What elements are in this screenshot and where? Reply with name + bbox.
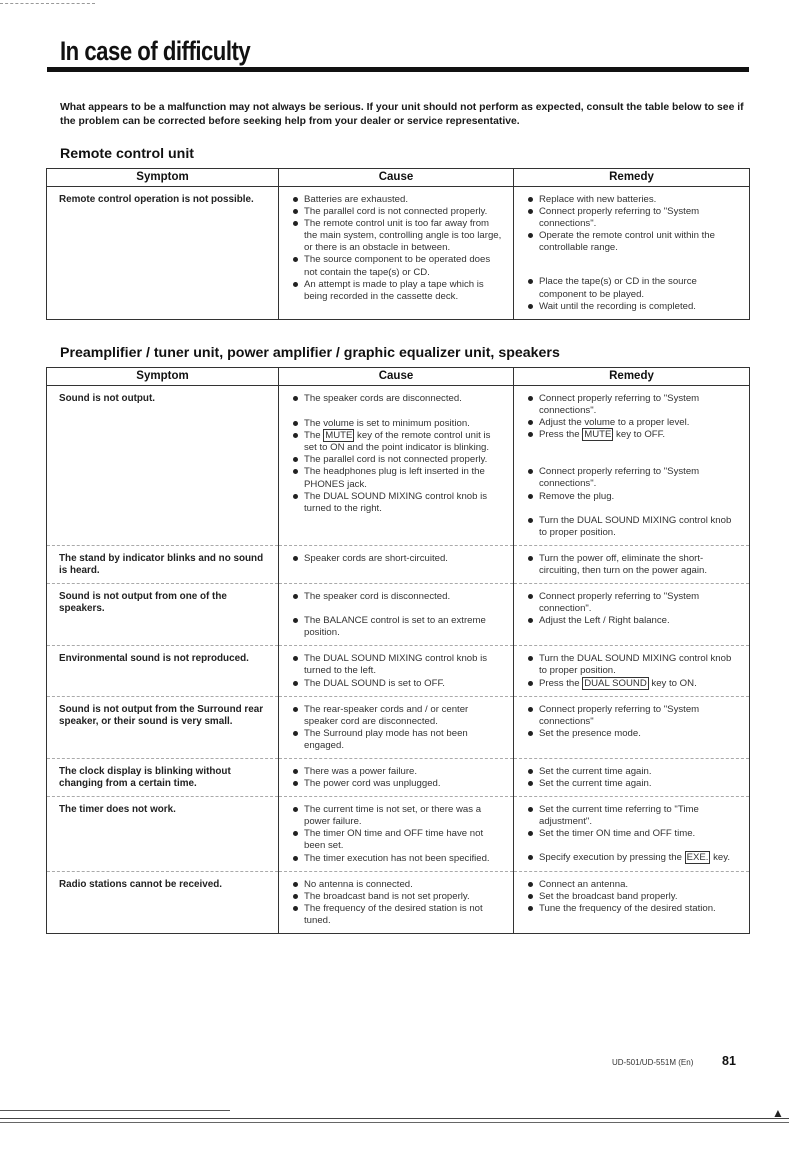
cause-item: The power cord was unplugged. <box>291 778 505 790</box>
remedy-text-before: Press the <box>539 429 583 441</box>
cause-item: The source component to be operated does not contain the tape(s) or CD. <box>291 254 505 278</box>
cause-item: There was a power failure. <box>291 766 505 778</box>
cause-item: The remote control unit is too far away from the main system, controlling angle is too large, or there is an obstacle in between. <box>291 218 505 254</box>
title-rule <box>47 67 749 72</box>
footer-rule <box>0 1118 789 1119</box>
remedy-item: Connect properly referring to "System connections". <box>526 206 741 230</box>
remedy-item: Connect properly referring to "System connections" <box>526 704 741 728</box>
cause-cell <box>279 584 514 646</box>
cause-item: The BALANCE control is set to an extreme position. <box>291 615 505 639</box>
column-header-symptom: Symptom <box>47 368 279 386</box>
cause-item: The parallel cord is not connected properly. <box>291 206 505 218</box>
symptom-cell <box>47 758 279 796</box>
cause-item: The speaker cords are disconnected. <box>291 393 505 405</box>
cause-item: The DUAL SOUND MIXING control knob is turned to the right. <box>291 491 505 515</box>
cause-cell <box>279 871 514 933</box>
symptom-cell <box>47 696 279 758</box>
remedy-item: Adjust the Left / Right balance. <box>526 615 741 627</box>
cause-item: The frequency of the desired station is not tuned. <box>291 903 505 927</box>
remedy-cell <box>514 646 750 696</box>
remedy-item: Wait until the recording is completed. <box>526 301 741 313</box>
remedy-item: Tune the frequency of the desired station. <box>526 903 741 915</box>
exe-key-label: EXE. <box>686 852 709 864</box>
cause-item: The timer execution has not been specified. <box>291 853 505 865</box>
column-header-cause: Cause <box>279 368 514 386</box>
footer-rule-short <box>0 1110 230 1111</box>
table-header-row <box>47 169 750 187</box>
remedy-cell <box>514 797 750 871</box>
remedy-item: Operate the remote control unit within the controllable range. <box>526 230 741 254</box>
remedy-cell <box>514 758 750 796</box>
amplifier-speakers-table <box>46 367 750 934</box>
remedy-cell <box>514 386 750 546</box>
remedy-cell <box>514 187 750 320</box>
symptom-cell <box>47 797 279 871</box>
dual-sound-key-label: DUAL SOUND <box>584 677 647 689</box>
symptom-cell <box>47 871 279 933</box>
remedy-item: Set the presence mode. <box>526 728 741 740</box>
section-heading-remote: Remote control unit <box>60 146 194 162</box>
remedy-item: Set the timer ON time and OFF time. <box>526 828 741 840</box>
remedy-item: Remove the plug. <box>526 491 741 503</box>
page-title: In case of difficulty <box>60 36 251 66</box>
remedy-text-before: Specify execution by pressing the <box>539 852 685 864</box>
cause-item <box>291 430 505 454</box>
remedy-item: Connect properly referring to "System connections". <box>526 393 741 417</box>
remedy-item: Connect properly referring to "System connections". <box>526 466 741 490</box>
remedy-item: Adjust the volume to a proper level. <box>526 417 741 429</box>
cause-cell <box>279 386 514 546</box>
symptom-text: The timer does not work. <box>59 804 176 816</box>
remote-control-table <box>46 168 750 320</box>
cause-item: The broadcast band is not set properly. <box>291 891 505 903</box>
remedy-text-after: key to ON. <box>648 677 697 689</box>
symptom-text: The stand by indicator blinks and no sound is heard. <box>59 552 264 576</box>
symptom-text: Sound is not output from the Surround rear speaker, or their sound is very small. <box>59 703 264 727</box>
table-header-row <box>47 368 750 386</box>
remedy-item <box>526 678 741 690</box>
symptom-text: Environmental sound is not reproduced. <box>59 653 249 665</box>
remedy-item: Connect an antenna. <box>526 879 741 891</box>
cause-item: The headphones plug is left inserted in the PHONES jack. <box>291 466 505 490</box>
remedy-cell <box>514 871 750 933</box>
symptom-text: Sound is not output. <box>59 393 155 404</box>
cause-cell <box>279 797 514 871</box>
table-row <box>47 646 750 696</box>
symptom-text: The clock display is blinking without changing from a certain time. <box>59 765 231 790</box>
remedy-item <box>526 429 741 441</box>
page-number: 81 <box>722 1054 736 1068</box>
section-heading-amp: Preamplifier / tuner unit, power amplifier / graphic equalizer unit, speakers <box>60 345 560 361</box>
symptom-cell <box>47 646 279 696</box>
cause-cell <box>279 545 514 583</box>
cause-item: The DUAL SOUND is set to OFF. <box>291 678 505 690</box>
symptom-text: Remote control operation is not possible. <box>59 194 254 205</box>
cause-text-before: The <box>304 430 324 442</box>
column-header-remedy: Remedy <box>514 368 750 386</box>
symptom-text: Radio stations cannot be received. <box>59 878 222 890</box>
remedy-item: Set the current time again. <box>526 766 741 778</box>
intro-paragraph: What appears to be a malfunction may not always be serious. If your unit should not perform as expected, consult the table below to see if the problem can be corrected before seeking help from your dealer or service representative. <box>60 102 744 127</box>
symptom-text: Sound is not output from one of the speakers. <box>59 591 227 615</box>
cause-cell <box>279 696 514 758</box>
cause-cell <box>279 187 514 320</box>
cause-item: The parallel cord is not connected properly. <box>291 454 505 466</box>
cause-item: The Surround play mode has not been engaged. <box>291 728 505 752</box>
table-row <box>47 797 750 871</box>
table-row <box>47 187 750 320</box>
mute-key-label: MUTE <box>325 430 353 442</box>
remedy-item: Place the tape(s) or CD in the source component to be played. <box>526 276 741 300</box>
top-dashed-mark <box>0 3 95 4</box>
cause-text-after: key of the remote control unit is set to ON and the point indicator is blinking. <box>304 430 491 454</box>
table-row <box>47 871 750 933</box>
remedy-item: Connect properly referring to "System connection". <box>526 591 741 615</box>
remedy-item: Set the current time referring to "Time adjustment". <box>526 804 741 828</box>
remedy-text-after: key. <box>710 852 731 864</box>
cause-item: An attempt is made to play a tape which is being recorded in the cassette deck. <box>291 279 505 303</box>
table-row <box>47 758 750 796</box>
remedy-item: Turn the DUAL SOUND MIXING control knob to proper position. <box>526 653 741 677</box>
remedy-item: Set the current time again. <box>526 778 741 790</box>
symptom-cell <box>47 545 279 583</box>
cause-item: Speaker cords are short-circuited. <box>291 553 505 565</box>
remedy-cell <box>514 545 750 583</box>
remedy-item: Turn the power off, eliminate the short-circuiting, then turn on the power again. <box>526 553 741 577</box>
remedy-item: Replace with new batteries. <box>526 194 741 206</box>
remedy-item: Set the broadcast band properly. <box>526 891 741 903</box>
table-row <box>47 696 750 758</box>
cause-item: No antenna is connected. <box>291 879 505 891</box>
remedy-text-after: key to OFF. <box>613 429 666 441</box>
remedy-cell <box>514 584 750 646</box>
table-row <box>47 386 750 546</box>
cause-item: The rear-speaker cords and / or center speaker cord are disconnected. <box>291 704 505 728</box>
column-header-cause: Cause <box>279 169 514 187</box>
cause-item: Batteries are exhausted. <box>291 194 505 206</box>
cause-item: The speaker cord is disconnected. <box>291 591 505 603</box>
column-header-remedy: Remedy <box>514 169 750 187</box>
symptom-cell <box>47 187 279 320</box>
cause-cell <box>279 758 514 796</box>
remedy-item <box>526 852 741 864</box>
cause-item: The timer ON time and OFF time have not been set. <box>291 828 505 852</box>
footer-model-label: UD-501/UD-551M (En) <box>612 1058 694 1067</box>
symptom-cell <box>47 584 279 646</box>
table-row <box>47 545 750 583</box>
table-row <box>47 584 750 646</box>
symptom-cell <box>47 386 279 546</box>
footer-rule <box>0 1122 789 1123</box>
corner-mark-icon: ▲ <box>772 1106 784 1120</box>
cause-item: The DUAL SOUND MIXING control knob is turned to the left. <box>291 653 505 677</box>
remedy-cell <box>514 696 750 758</box>
cause-item: The current time is not set, or there was a power failure. <box>291 804 505 828</box>
mute-key-label: MUTE <box>584 429 612 441</box>
column-header-symptom: Symptom <box>47 169 279 187</box>
cause-item: The volume is set to minimum position. <box>291 418 505 430</box>
remedy-text-before: Press the <box>539 677 583 689</box>
cause-cell <box>279 646 514 696</box>
remedy-item: Turn the DUAL SOUND MIXING control knob to proper position. <box>526 515 741 539</box>
